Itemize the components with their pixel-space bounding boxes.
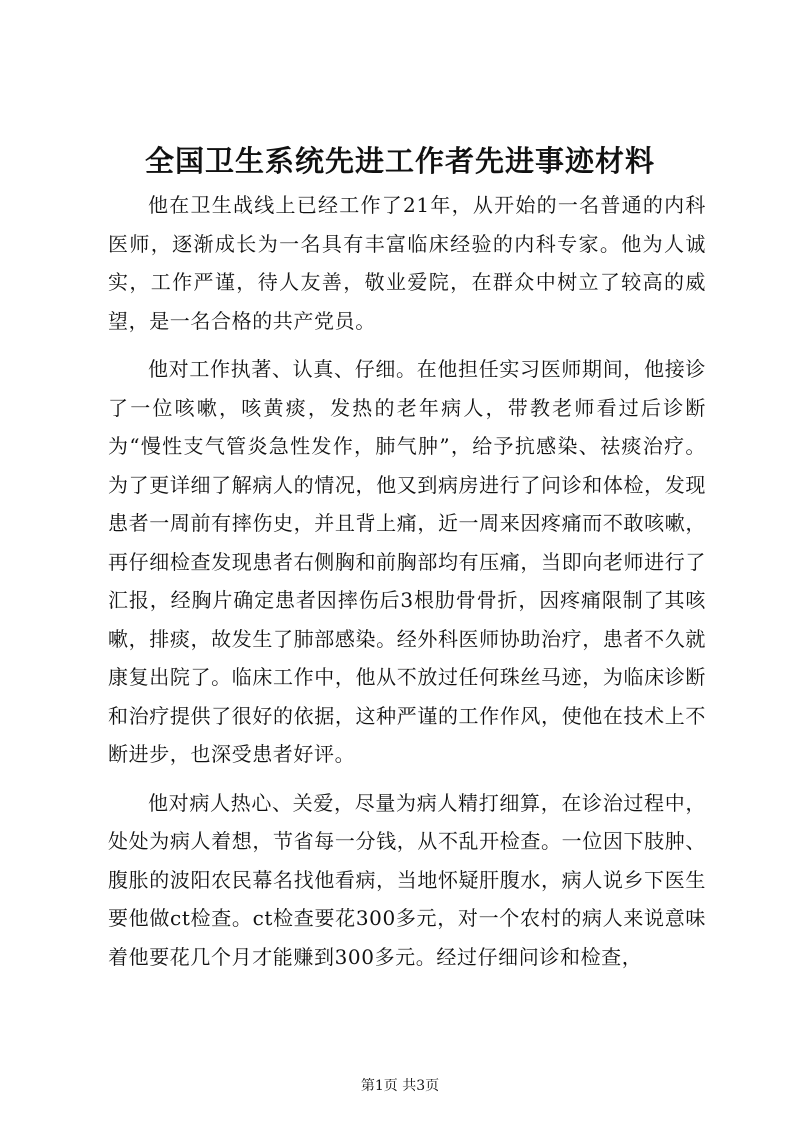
paragraph-2: 他对工作执著、认真、仔细。在他担任实习医师期间，他接诊了一位咳嗽，咳黄痰，发热的老年病人，带教老师看过后诊断为“慢性支气管炎急性发作，肺气肿”，给予抗感染、祛痰治疗。为了更详细了解病人的情况，他又到病房进行了问诊和体检，发现患者一周前有摔伤史，并且背上痛，近一周来因疼痛而不敢咳嗽，再仔细检查发现患者右侧胸和前胸部均有压痛，当即向老师进行了汇报，经胸片确定患者因摔伤后3根肋骨骨折，因疼痛限制了其咳嗽，排痰，故发生了肺部感染。经外科医师协助治疗，患者不久就康复出院了。临床工作中，他从不放过任何珠丝马迹，为临床诊断和治疗提供了很好的依据，这种严谨的工作作风，使他在技术上不断进步，也深受患者好评。 — [108, 357, 706, 766]
document-title: 全国卫生系统先进工作者先进事迹材料 — [144, 144, 655, 178]
paragraph-1: 他在卫生战线上已经工作了21年，从开始的一名普通的内科医师，逐渐成长为一名具有丰富临床经验的内科专家。他为人诚实，工作严谨，待人友善，敬业爱院，在群众中树立了较高的威望，是一名合格的共产党员。 — [108, 193, 706, 333]
page-number-footer: 第1页 共3页 — [360, 1078, 440, 1094]
document-body — [108, 186, 706, 986]
paragraph-3: 他对病人热心、关爱，尽量为病人精打细算，在诊治过程中，处处为病人着想，节省每一分钱，从不乱开检查。一位因下肢肿、腹胀的波阳农民幕名找他看病，当地怀疑肝腹水，病人说乡下医生要他做ct检查。ct检查要花300多元，对一个农村的病人来说意味着他要花几个月才能赚到300多元。经过仔细问诊和检查， — [108, 790, 706, 969]
